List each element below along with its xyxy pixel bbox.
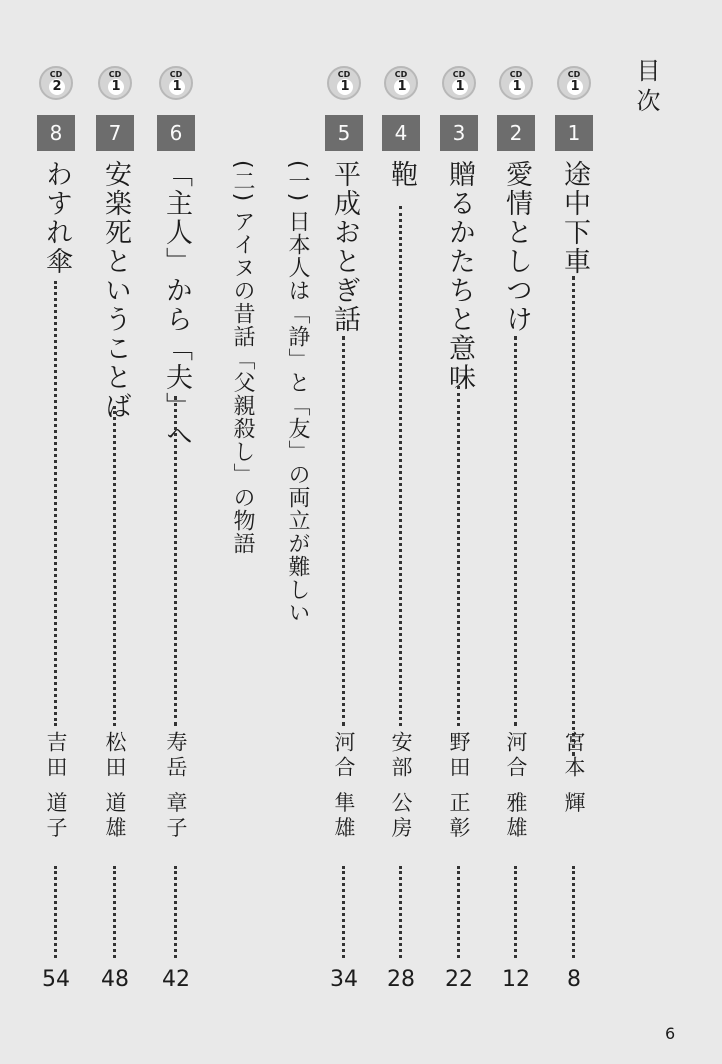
- leader-dots: [457, 866, 460, 958]
- page-number: 6: [665, 1024, 676, 1043]
- subentry-title: (二) アイヌの昔話「父親殺し」の物語: [230, 160, 255, 556]
- page-ref: 34: [330, 967, 358, 992]
- entry-author: 松田 道雄: [103, 731, 127, 842]
- cd-icon: CD 1: [159, 66, 193, 100]
- leader-dots: [399, 206, 402, 726]
- leader-dots: [399, 866, 402, 958]
- entry-author: 宮本 輝: [562, 731, 586, 817]
- cd-icon: CD 1: [327, 66, 361, 100]
- leader-dots: [54, 866, 57, 958]
- leader-dots: [174, 396, 177, 726]
- chapter-number: 1: [555, 115, 593, 151]
- entry-title: 愛情としつけ: [501, 160, 532, 334]
- chapter-number: 4: [382, 115, 420, 151]
- entry-author: 吉田 道子: [44, 731, 68, 842]
- leader-dots: [572, 276, 575, 756]
- entry-title: 途中下車: [559, 160, 590, 276]
- leader-dots: [174, 866, 177, 958]
- leader-dots: [342, 866, 345, 958]
- leader-dots: [54, 281, 57, 726]
- cd-icon: CD 1: [557, 66, 591, 100]
- cd-icon: CD 2: [39, 66, 73, 100]
- cd-icon: CD 1: [442, 66, 476, 100]
- entry-author: 野田 正彰: [447, 731, 471, 842]
- leader-dots: [342, 336, 345, 726]
- page-ref: 28: [387, 967, 415, 992]
- page-ref: 48: [101, 967, 129, 992]
- entry-title: 鞄: [386, 160, 417, 189]
- page-ref: 8: [567, 967, 581, 992]
- leader-dots: [514, 336, 517, 726]
- chapter-number: 5: [325, 115, 363, 151]
- page-ref: 54: [42, 967, 70, 992]
- subentry-title: (一) 日本人は「諍」と「友」の両立が難しい: [285, 160, 310, 625]
- leader-dots: [572, 866, 575, 958]
- page-ref: 22: [445, 967, 473, 992]
- entry-author: 安部 公房: [389, 731, 413, 842]
- page-ref: 12: [502, 967, 530, 992]
- chapter-number: 8: [37, 115, 75, 151]
- entry-title: 平成おとぎ話: [329, 160, 360, 334]
- page-ref: 42: [162, 967, 190, 992]
- entry-title: 贈るかたちと意味: [444, 160, 475, 392]
- cd-icon: CD 1: [384, 66, 418, 100]
- entry-title: 「主人」から「夫」へ: [161, 160, 192, 450]
- leader-dots: [457, 386, 460, 726]
- chapter-number: 2: [497, 115, 535, 151]
- entry-author: 河合 隼雄: [332, 731, 356, 842]
- page-title: 目次: [632, 58, 660, 118]
- chapter-number: 3: [440, 115, 478, 151]
- entry-author: 寿岳 章子: [164, 731, 188, 842]
- cd-icon: CD 1: [499, 66, 533, 100]
- leader-dots: [514, 866, 517, 958]
- chapter-number: 7: [96, 115, 134, 151]
- entry-title: 安楽死ということば: [100, 160, 131, 421]
- entry-author: 河合 雅雄: [504, 731, 528, 842]
- cd-icon: CD 1: [98, 66, 132, 100]
- chapter-number: 6: [157, 115, 195, 151]
- entry-title: わすれ傘: [41, 160, 72, 276]
- leader-dots: [113, 406, 116, 726]
- leader-dots: [113, 866, 116, 958]
